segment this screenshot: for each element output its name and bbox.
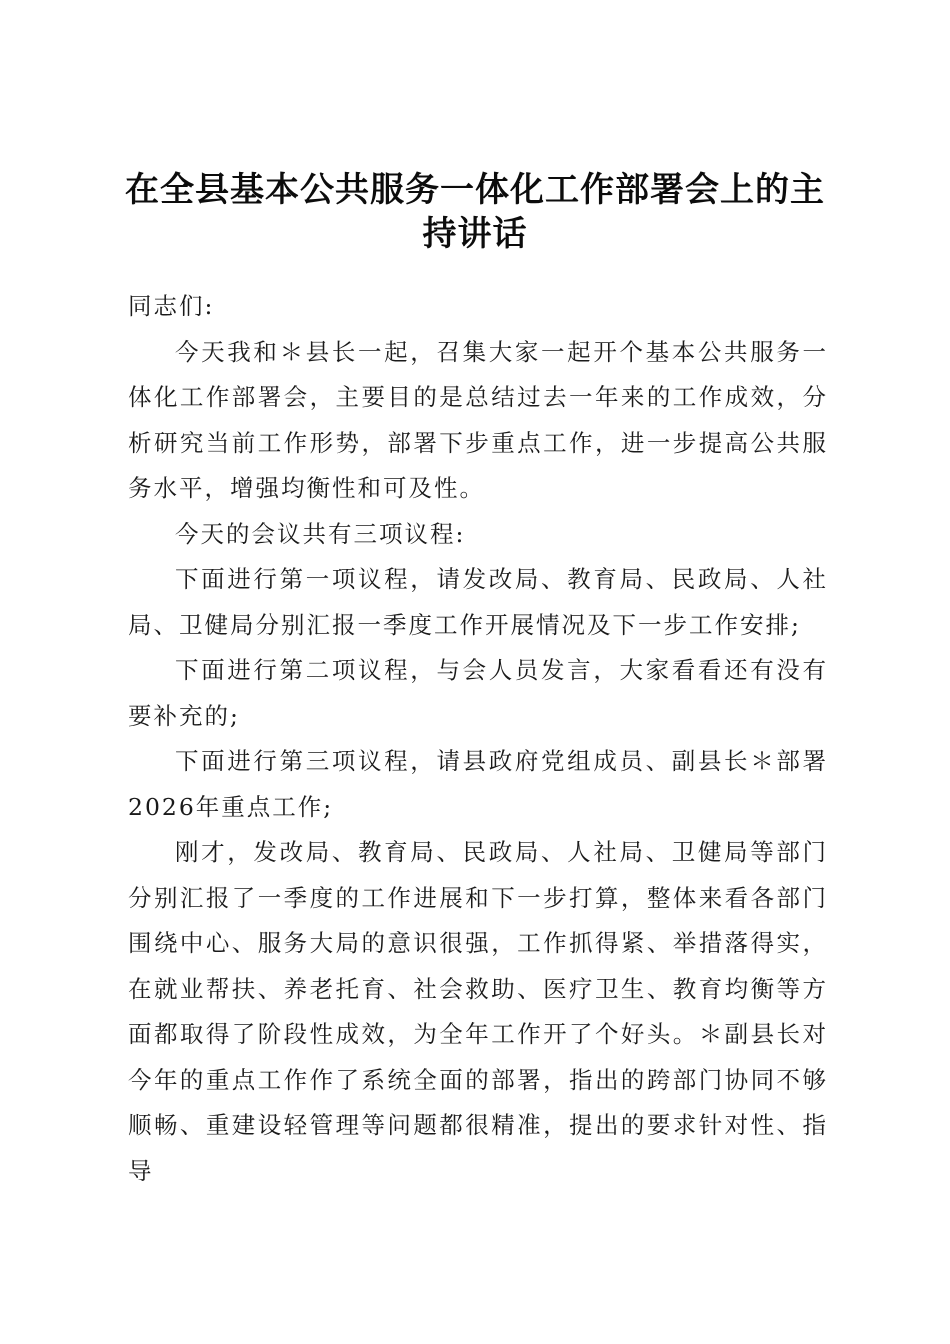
paragraph-agenda-item-3: 下面进行第三项议程，请县政府党组成员、副县长＊部署2026年重点工作; — [128, 747, 828, 821]
document-title: 在全县基本公共服务一体化工作部署会上的主持讲话 — [125, 170, 825, 254]
paragraph-agenda-intro: 今天的会议共有三项议程: — [175, 519, 466, 548]
paragraph-agenda-item-2: 下面进行第二项议程，与会人员发言，大家看看还有没有要补充的; — [128, 656, 828, 730]
paragraph-opening: 今天我和＊县长一起，召集大家一起开个基本公共服务一体化工作部署会，主要目的是总结过去一年来的工作成效，分析研究当前工作形势，部署下步重点工作，进一步提高公共服务水平，增强均衡性和可及性。 — [128, 337, 828, 502]
paragraph-agenda-item-1: 下面进行第一项议程，请发改局、教育局、民政局、人社局、卫健局分别汇报一季度工作开展情况及下一步工作安排; — [128, 565, 828, 639]
salutation: 同志们: — [128, 292, 215, 320]
paragraph-summary: 刚才，发改局、教育局、民政局、人社局、卫健局等部门分别汇报了一季度的工作进展和下一步打算，整体来看各部门围绕中心、服务大局的意识很强，工作抓得紧、举措落得实，在就业帮扶、养老托育、社会救助、医疗卫生、教育均衡等方面都取得了阶段性成效，为全年工作开了个好头。＊副县长对今年的重点工作作了系统全面的部署，指出的跨部门协同不够顺畅、重建设轻管理等问题都很精准，提出的要求针对性、指导 — [128, 838, 828, 1185]
document-body — [128, 284, 828, 1194]
